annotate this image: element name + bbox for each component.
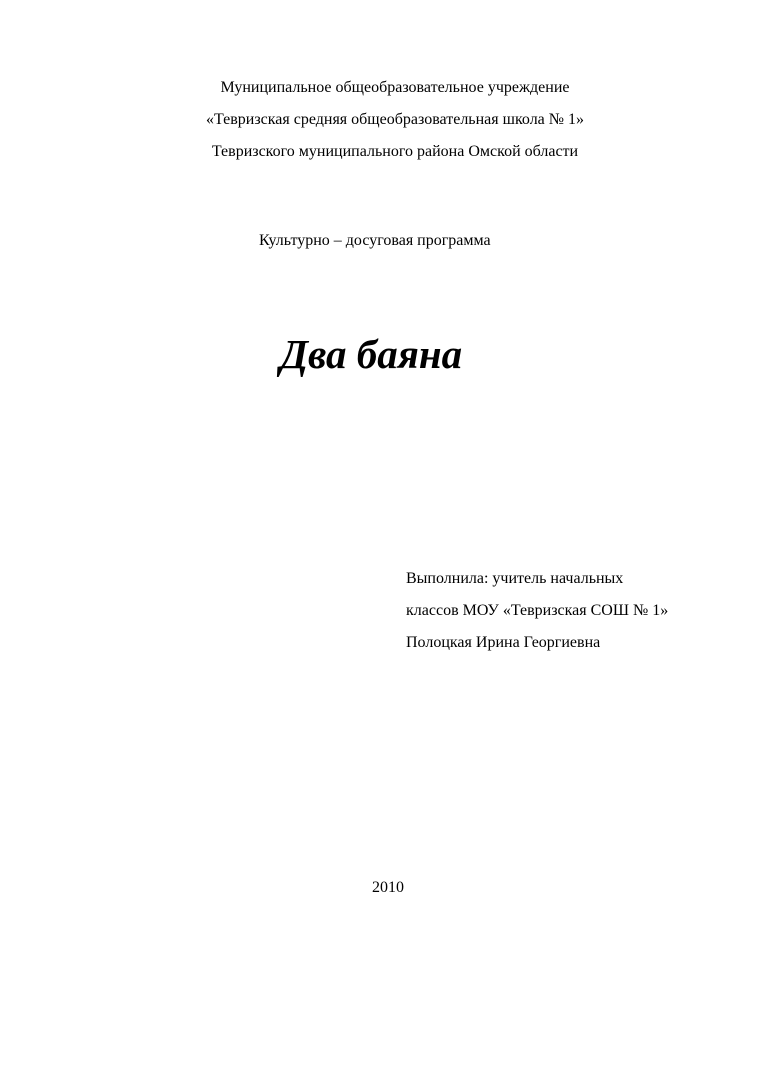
institution-header [170, 72, 620, 168]
document-title: Два баяна [280, 331, 463, 377]
institution-name-line-2: «Тевризская средняя общеобразовательная школа № 1» [205, 111, 585, 128]
author-line-1: Выполнила: учитель начальных [406, 570, 624, 587]
year: 2010 [372, 879, 404, 896]
institution-name-line-3: Тевризского муниципального района Омской области [211, 143, 579, 160]
program-type: Культурно – досуговая программа [259, 232, 491, 249]
institution-name-line-1: Муниципальное общеобразовательное учреждение [220, 79, 570, 96]
author-block [406, 563, 668, 659]
author-name: Полоцкая Ирина Георгиевна [406, 634, 601, 651]
author-line-2: классов МОУ «Тевризская СОШ № 1» [406, 602, 669, 619]
